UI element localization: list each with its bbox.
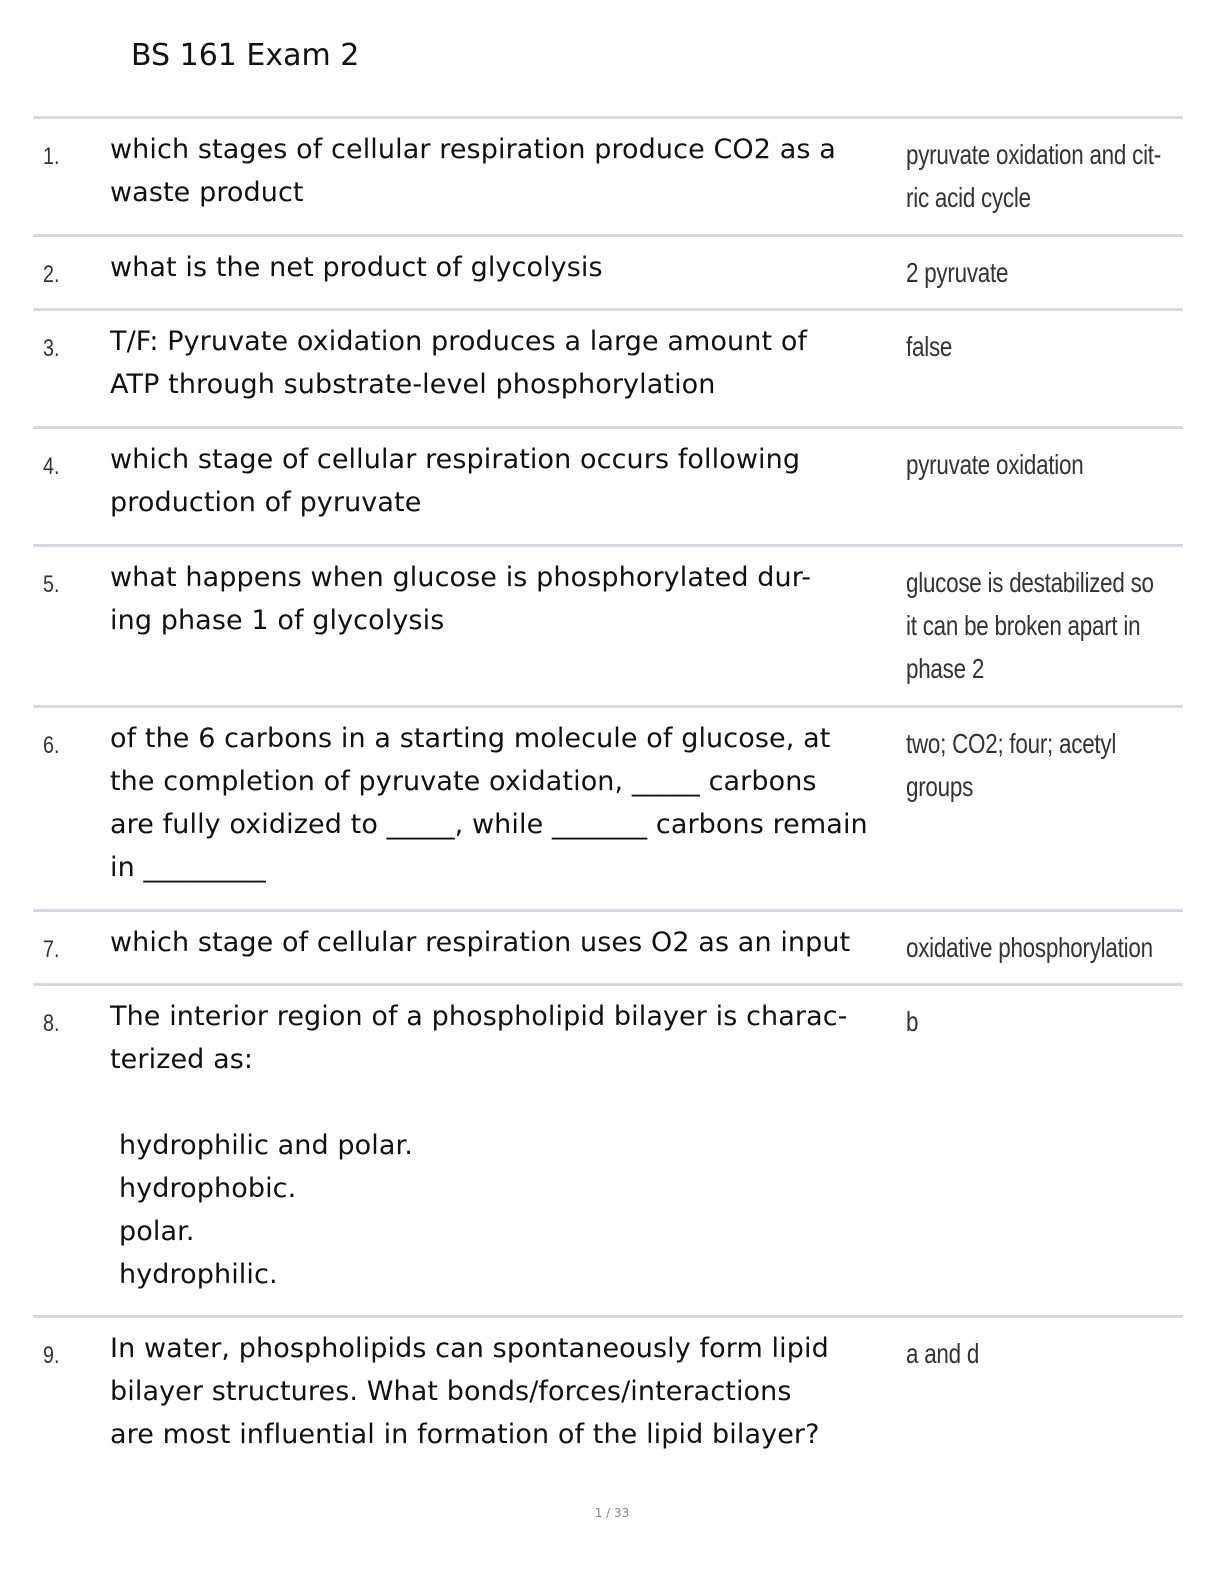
question-line: waste product bbox=[110, 177, 304, 208]
item-number: 8. bbox=[43, 1010, 60, 1037]
question-line: are fully oxidized to _____, while _______ carbons remain bbox=[110, 809, 868, 840]
question-text bbox=[110, 995, 900, 1296]
qa-row bbox=[33, 912, 1183, 986]
answer-line: oxidative phosphorylation bbox=[906, 932, 1153, 963]
answer-text bbox=[906, 926, 1160, 969]
answer-text bbox=[906, 133, 1160, 219]
item-number: 7. bbox=[43, 936, 60, 963]
answer-option: hydrophobic. bbox=[119, 1173, 297, 1204]
answer-line: false bbox=[906, 331, 953, 362]
qa-row bbox=[33, 547, 1183, 708]
item-number: 6. bbox=[43, 732, 60, 759]
question-line: In water, phospholipids can spontaneously form lipid bbox=[110, 1333, 829, 1364]
answer-text bbox=[906, 251, 1160, 294]
qa-row bbox=[33, 311, 1183, 429]
question-line: production of pyruvate bbox=[110, 487, 422, 518]
answer-text bbox=[906, 722, 1160, 808]
item-number: 4. bbox=[43, 453, 60, 480]
question-line: The interior region of a phospholipid bilayer is charac- bbox=[110, 1001, 848, 1032]
question-line: which stage of cellular respiration uses O2 as an input bbox=[110, 927, 851, 958]
page-indicator: 1 / 33 bbox=[594, 1506, 630, 1520]
answer-text bbox=[906, 1000, 1160, 1043]
question-text bbox=[110, 438, 900, 524]
question-text bbox=[110, 556, 900, 642]
question-line: the completion of pyruvate oxidation, _____ carbons bbox=[110, 766, 817, 797]
question-line: terized as: bbox=[110, 1044, 254, 1075]
question-line: which stage of cellular respiration occurs following bbox=[110, 444, 801, 475]
answer-text bbox=[906, 1332, 1160, 1375]
item-number: 5. bbox=[43, 571, 60, 598]
question-line: which stages of cellular respiration produce CO2 as a bbox=[110, 134, 836, 165]
question-line: in _________ bbox=[110, 852, 266, 883]
answer-line: glucose is destabilized so bbox=[906, 567, 1154, 598]
qa-row bbox=[33, 986, 1183, 1318]
answer-option: hydrophilic. bbox=[119, 1259, 278, 1290]
question-text bbox=[110, 717, 900, 889]
question-line: ATP through substrate-level phosphorylation bbox=[110, 369, 716, 400]
item-number: 3. bbox=[43, 335, 60, 362]
question-line: of the 6 carbons in a starting molecule of glucose, at bbox=[110, 723, 831, 754]
blank-line bbox=[110, 1081, 900, 1124]
question-line: what happens when glucose is phosphorylated dur- bbox=[110, 562, 812, 593]
qa-row bbox=[33, 119, 1183, 237]
question-text bbox=[110, 128, 900, 214]
question-text bbox=[110, 246, 900, 289]
answer-text bbox=[906, 325, 1160, 368]
question-text bbox=[110, 320, 900, 406]
answer-line: b bbox=[906, 1006, 919, 1037]
answer-line: pyruvate oxidation and cit- bbox=[906, 139, 1162, 170]
answer-line: it can be broken apart in bbox=[906, 610, 1141, 641]
answer-line: groups bbox=[906, 771, 974, 802]
question-text bbox=[110, 1327, 900, 1456]
answer-line: 2 pyruvate bbox=[906, 257, 1009, 288]
question-answer-list bbox=[33, 119, 1183, 1468]
answer-line: ric acid cycle bbox=[906, 182, 1031, 213]
answer-text bbox=[906, 443, 1160, 486]
qa-row bbox=[33, 429, 1183, 547]
answer-option: polar. bbox=[119, 1216, 195, 1247]
answer-line: two; CO2; four; acetyl bbox=[906, 728, 1117, 759]
answer-option: hydrophilic and polar. bbox=[119, 1130, 413, 1161]
answer-line: a and d bbox=[906, 1338, 980, 1369]
answer-line: pyruvate oxidation bbox=[906, 449, 1084, 480]
item-number: 2. bbox=[43, 261, 60, 288]
question-line: ing phase 1 of glycolysis bbox=[110, 605, 445, 636]
question-line: bilayer structures. What bonds/forces/interactions bbox=[110, 1376, 792, 1407]
item-number: 1. bbox=[43, 143, 60, 170]
item-number: 9. bbox=[43, 1342, 60, 1369]
qa-row bbox=[33, 1318, 1183, 1468]
question-line: T/F: Pyruvate oxidation produces a large amount of bbox=[110, 326, 808, 357]
question-text bbox=[110, 921, 900, 964]
question-line: what is the net product of glycolysis bbox=[110, 252, 603, 283]
answer-text bbox=[906, 561, 1160, 690]
qa-row bbox=[33, 237, 1183, 311]
document-title: BS 161 Exam 2 bbox=[131, 38, 360, 73]
question-line: are most influential in formation of the lipid bilayer? bbox=[110, 1419, 820, 1450]
answer-line: phase 2 bbox=[906, 653, 985, 684]
qa-row bbox=[33, 708, 1183, 912]
